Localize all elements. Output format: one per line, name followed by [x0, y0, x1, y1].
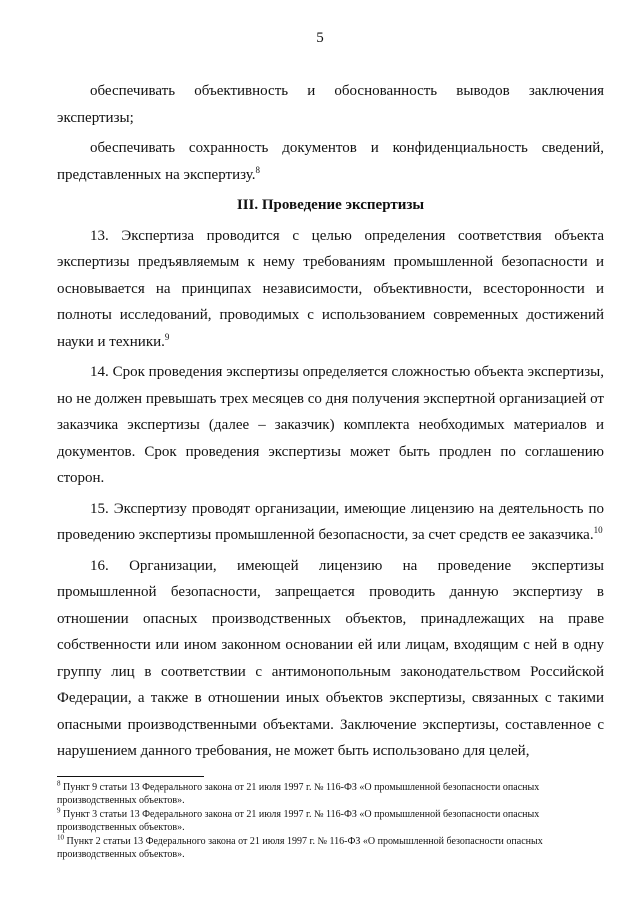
paragraph-text: 15. Экспертизу проводят организации, имеющие лицензию на деятельность по проведению экспертизы промышленной безопасности, за счет средств ее заказчика. [57, 500, 604, 543]
paragraph-text: 16. Организации, имеющей лицензию на проведение экспертизы промышленной безопасности, запрещается проводить данную экспертизу в отношении опасных производственных объектов, принадлежащих на праве собственности или ином законном основании ей или лицам, входящим с ней в одну группу лиц в соответствии с антимонопольным законодательством Российской Федерации, а также в отношении иных объектов экспертизы, связанных с такими опасными производственными объектами. Заключение экспертизы, составленное с нарушением данного требования, не может быть использовано для целей, [57, 557, 604, 759]
paragraph-text: 13. Экспертиза проводится с целью определения соответствия объекта экспертизы предъявляемым к нему требованиям промышленной безопасности и основывается на принципах независимости, объективности, всесторонности и полноты исследований, проводимых с использованием современных достижений науки и техники. [57, 227, 604, 350]
paragraph-text: обеспечивать сохранность документов и конфиденциальность сведений, представленных на экспертизу. [57, 140, 604, 183]
footnote-number: 8 [57, 779, 61, 788]
footnote-ref: 9 [164, 331, 170, 342]
footnote-ref: 10 [593, 525, 603, 535]
page-number: 5 [316, 30, 324, 46]
footnote-divider [57, 776, 204, 777]
footnote-text: Пункт 2 статьи 13 Федерального закона от 21 июля 1997 г. № 116-ФЗ «О промышленной безопасности опасных производственных объектов». [57, 836, 543, 860]
footnote [57, 779, 604, 807]
footnote-number: 9 [57, 806, 61, 815]
paragraph-16 [57, 553, 604, 765]
footnote [57, 833, 604, 861]
paragraph-15 [57, 496, 604, 549]
footnotes [57, 779, 604, 863]
footnote-ref: 8 [255, 164, 260, 175]
footnote-text: Пункт 9 статьи 13 Федерального закона от 21 июля 1997 г. № 116-ФЗ «О промышленной безопасности опасных производственных объектов». [57, 782, 540, 806]
paragraph-13 [57, 223, 604, 356]
footnote [57, 806, 604, 834]
footnote-text: Пункт 3 статьи 13 Федерального закона от 21 июля 1997 г. № 116-ФЗ «О промышленной безопасности опасных производственных объектов». [57, 809, 540, 833]
paragraph-objectivity [57, 78, 604, 131]
paragraph-text: обеспечивать объективность и обоснованность выводов заключения экспертизы; [57, 83, 604, 126]
document-body [57, 78, 604, 765]
paragraph-text: 14. Срок проведения экспертизы определяется сложностью объекта экспертизы, но не должен превышать трех месяцев со дня получения экспертной организацией от заказчика экспертизы (далее – заказчик) комплекта необходимых материалов и документов. Срок проведения экспертизы может быть продлен по соглашению сторон. [57, 364, 604, 486]
paragraph-14 [57, 359, 604, 492]
paragraph-confidentiality [57, 135, 604, 188]
footnote-number: 10 [57, 833, 64, 842]
section-title: III. Проведение экспертизы [236, 197, 425, 213]
